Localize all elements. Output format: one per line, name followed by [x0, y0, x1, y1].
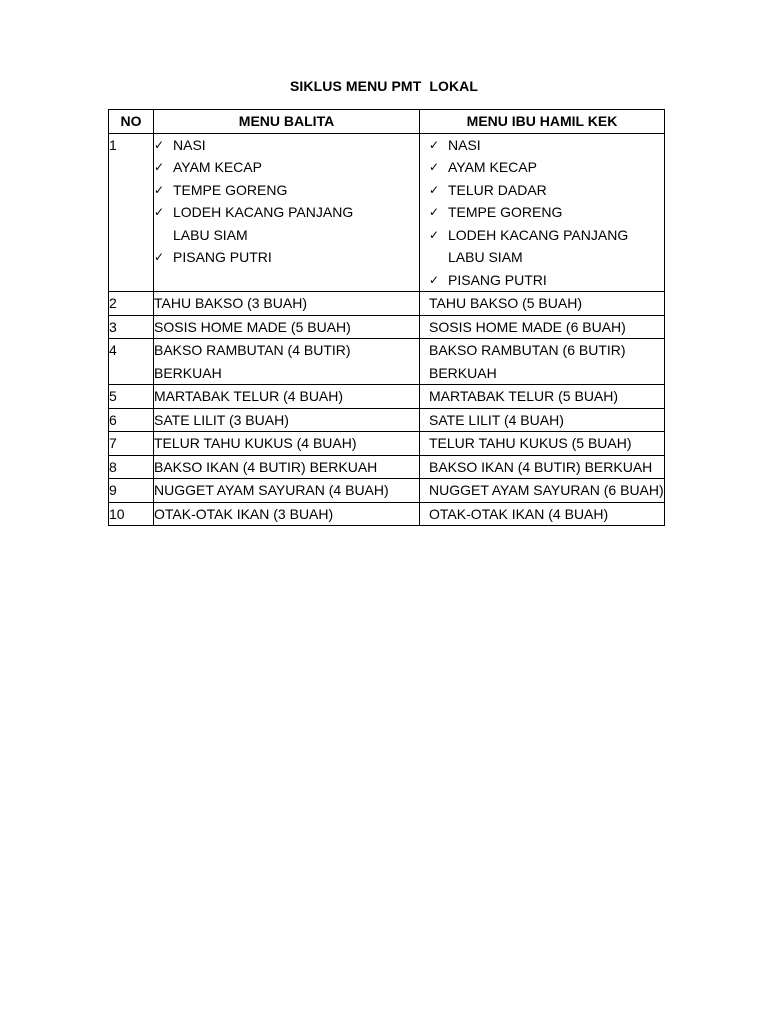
menu-ibu-hamil-cell: SATE LILIT (4 BUAH) [420, 408, 665, 432]
list-item-label: LODEH KACANG PANJANG [173, 204, 354, 220]
table-row [109, 133, 665, 292]
menu-balita-cell: NUGGET AYAM SAYURAN (4 BUAH) [154, 479, 420, 503]
menu-balita-cell: SOSIS HOME MADE (5 BUAH) [154, 315, 420, 339]
header-menu-ibu-hamil: MENU IBU HAMIL KEK [420, 110, 665, 134]
row-number: 7 [109, 432, 154, 456]
check-icon: ✓ [429, 160, 440, 174]
list-item [429, 201, 664, 224]
menu-balita-list [154, 134, 419, 269]
header-menu-balita: MENU BALITA [154, 110, 420, 134]
table-row [109, 502, 665, 526]
row-number: 4 [109, 339, 154, 385]
menu-ibu-hamil-cell: OTAK-OTAK IKAN (4 BUAH) [420, 502, 665, 526]
check-icon: ✓ [429, 205, 440, 219]
list-item [429, 269, 664, 292]
check-icon: ✓ [429, 137, 440, 152]
list-item-label: AYAM KECAP [173, 159, 262, 175]
row-number: 9 [109, 479, 154, 503]
check-icon: ✓ [429, 227, 440, 242]
row-number: 3 [109, 315, 154, 339]
list-item-label: TELUR DADAR [448, 181, 547, 198]
table-row [109, 385, 665, 409]
list-item [154, 201, 419, 246]
menu-balita-cell: TAHU BAKSO (3 BUAH) [154, 292, 420, 316]
list-item [154, 246, 419, 269]
row-number: 1 [109, 133, 154, 292]
table-row [109, 455, 665, 479]
row-number: 6 [109, 408, 154, 432]
table-row [109, 432, 665, 456]
table-row [109, 408, 665, 432]
row-number: 5 [109, 385, 154, 409]
list-item-label: LODEH KACANG PANJANG [448, 226, 629, 243]
row-number: 2 [109, 292, 154, 316]
list-item [429, 134, 664, 157]
table-header-row [109, 110, 665, 134]
menu-ibu-hamil-cell: TELUR TAHU KUKUS (5 BUAH) [420, 432, 665, 456]
list-item-continuation: LABU SIAM [173, 226, 248, 243]
list-item [429, 179, 664, 202]
check-icon: ✓ [154, 137, 165, 152]
list-item-label: TEMPE GORENG [448, 204, 563, 220]
menu-ibu-hamil-cell: TAHU BAKSO (5 BUAH) [420, 292, 665, 316]
list-item-continuation: LABU SIAM [448, 249, 523, 265]
menu-ibu-hamil-cell: BAKSO IKAN (4 BUTIR) BERKUAH [420, 455, 665, 479]
menu-balita-cell [154, 133, 420, 292]
menu-ibu-hamil-cell: SOSIS HOME MADE (6 BUAH) [420, 315, 665, 339]
header-no: NO [109, 110, 154, 134]
menu-ibu-hamil-cell: BAKSO RAMBUTAN (6 BUTIR) BERKUAH [420, 339, 665, 385]
menu-ibu-hamil-cell: MARTABAK TELUR (5 BUAH) [420, 385, 665, 409]
menu-balita-cell: SATE LILIT (3 BUAH) [154, 408, 420, 432]
check-icon: ✓ [154, 205, 165, 219]
table-row [109, 339, 665, 385]
menu-ibu-hamil-cell [420, 133, 665, 292]
list-item [154, 156, 419, 179]
list-item-label: NASI [448, 136, 481, 153]
table-row [109, 479, 665, 503]
menu-cycle-table [108, 109, 665, 526]
row-number: 10 [109, 502, 154, 526]
check-icon: ✓ [154, 182, 165, 197]
menu-balita-cell: BAKSO RAMBUTAN (4 BUTIR) BERKUAH [154, 339, 420, 385]
check-icon: ✓ [429, 272, 440, 287]
list-item-label: TEMPE GORENG [173, 181, 288, 198]
check-icon: ✓ [154, 250, 165, 264]
list-item-label: AYAM KECAP [448, 159, 537, 175]
table-row [109, 315, 665, 339]
menu-balita-cell: MARTABAK TELUR (4 BUAH) [154, 385, 420, 409]
list-item-label: NASI [173, 136, 206, 153]
menu-balita-cell: BAKSO IKAN (4 BUTIR) BERKUAH [154, 455, 420, 479]
row-number: 8 [109, 455, 154, 479]
table-row [109, 292, 665, 316]
menu-balita-cell: TELUR TAHU KUKUS (4 BUAH) [154, 432, 420, 456]
list-item [154, 134, 419, 157]
menu-ibu-hamil-list [429, 134, 664, 292]
menu-ibu-hamil-cell: NUGGET AYAM SAYURAN (6 BUAH) [420, 479, 665, 503]
list-item [154, 179, 419, 202]
check-icon: ✓ [429, 182, 440, 197]
list-item-label: PISANG PUTRI [173, 249, 272, 265]
list-item-label: PISANG PUTRI [448, 271, 547, 288]
check-icon: ✓ [154, 160, 165, 174]
list-item [429, 224, 664, 269]
menu-balita-cell: OTAK-OTAK IKAN (3 BUAH) [154, 502, 420, 526]
document-title: SIKLUS MENU PMT LOKAL [289, 78, 479, 94]
list-item [429, 156, 664, 179]
